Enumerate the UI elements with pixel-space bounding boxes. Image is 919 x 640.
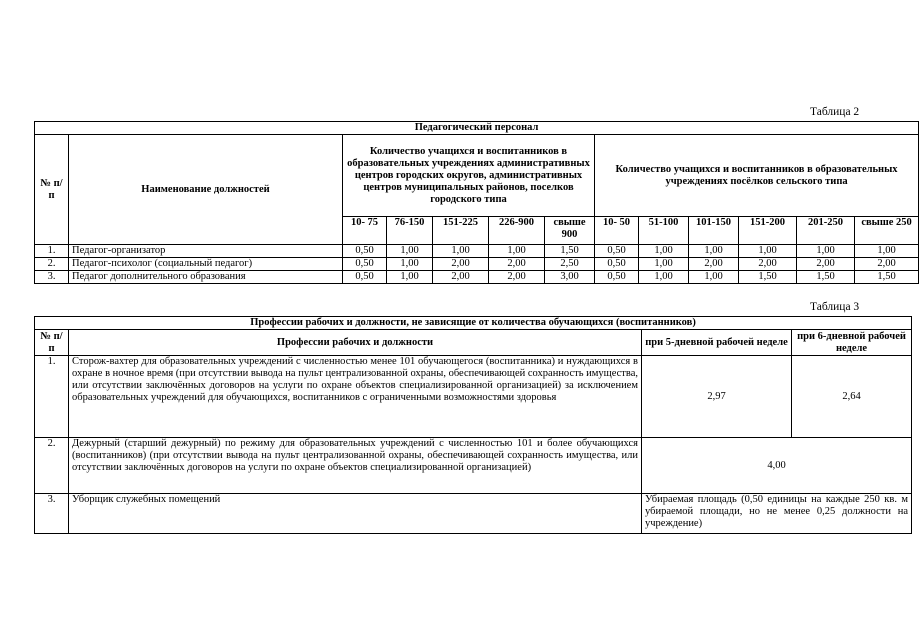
table-row — [35, 258, 919, 271]
row-value: 1,00 — [797, 245, 855, 258]
table2-caption: Таблица 2 — [810, 106, 860, 118]
row-value: 1,00 — [387, 271, 433, 284]
table-pedagogical-staff — [34, 121, 919, 284]
row-name: Педагог дополнительного образования — [69, 271, 343, 284]
table2-range-rural: свыше 250 — [855, 217, 919, 245]
table-worker-professions — [34, 316, 912, 534]
row-value: 2,50 — [545, 258, 595, 271]
row-value: 3,00 — [545, 271, 595, 284]
row-value: 0,50 — [595, 271, 639, 284]
row-value: 2,00 — [433, 271, 489, 284]
row-value: 2,00 — [489, 271, 545, 284]
table3-title: Профессии рабочих и должности, не зависящие от количества обучающихся (воспитанников) — [35, 317, 912, 330]
table-row — [35, 494, 912, 534]
table2-range-rural: 151-200 — [739, 217, 797, 245]
row-value: 1,00 — [639, 245, 689, 258]
row-value: 2,00 — [739, 258, 797, 271]
row-name: Сторож-вахтер для образовательных учреждений с численностью менее 101 обучающегося (воспитанника) и нуждающихся в охране в ночное время (при отсутствии вывода на пульт централизованной охраны, обеспечивающей сохранность имущества, или отсутствии заключённых договоров на услуги по охране объектов специализированной организацией) за исключением образовательных учреждений для обучающихся, воспитанников с ограниченными возможностями здоровья — [69, 356, 642, 438]
row-value: 0,50 — [343, 245, 387, 258]
row-value: 2,00 — [855, 258, 919, 271]
table2-range-rural: 51-100 — [639, 217, 689, 245]
table-row — [35, 271, 919, 284]
row-value-6day: 2,64 — [792, 356, 912, 438]
row-value: 1,50 — [545, 245, 595, 258]
table2-range-city: 10- 75 — [343, 217, 387, 245]
table2-group-rural: Количество учащихся и воспитанников в образовательных учреждениях посёлков сельского типа — [595, 135, 919, 217]
table2-group-city: Количество учащихся и воспитанников в образовательных учреждениях административных центров городских округов, административных центров муниципальных районов, поселков городского типа — [343, 135, 595, 217]
table-row — [35, 356, 912, 438]
table2-range-rural: 101-150 — [689, 217, 739, 245]
row-value: Убираемая площадь (0,50 единицы на каждые 250 кв. м убираемой площади, но не менее 0,25 должности на учреждение) — [642, 494, 912, 534]
row-num: 2. — [35, 438, 69, 494]
row-value: 1,00 — [387, 245, 433, 258]
row-value: 0,50 — [595, 245, 639, 258]
row-value: 2,00 — [689, 258, 739, 271]
table2-range-city: 226-900 — [489, 217, 545, 245]
row-value: 1,00 — [739, 245, 797, 258]
row-name: Уборщик служебных помещений — [69, 494, 642, 534]
table-row — [35, 438, 912, 494]
row-value: 1,00 — [855, 245, 919, 258]
table3-col-5day: при 5-дневной рабочей неделе — [642, 330, 792, 356]
table3-col-name: Профессии рабочих и должности — [69, 330, 642, 356]
row-value: 1,00 — [639, 258, 689, 271]
table2-range-city: 151-225 — [433, 217, 489, 245]
row-name: Дежурный (старший дежурный) по режиму для образовательных учреждений с численностью 101 и более обучающихся (воспитанников) (при отсутствии вывода на пульт централизованной охраны, обеспечивающей сохранность имущества, или отсутствии заключённых договоров на услуги по охране объектов специализированной организацией) — [69, 438, 642, 494]
table2-range-city: 76-150 — [387, 217, 433, 245]
table2-range-rural: 10- 50 — [595, 217, 639, 245]
row-value: 1,50 — [739, 271, 797, 284]
row-value: 0,50 — [343, 271, 387, 284]
table3-caption: Таблица 3 — [810, 301, 860, 313]
row-value: 4,00 — [642, 438, 912, 494]
row-value: 1,00 — [433, 245, 489, 258]
table2-title: Педагогический персонал — [35, 122, 919, 135]
table3-col-6day: при 6-дневной рабочей неделе — [792, 330, 912, 356]
table2-col-name: Наименование должностей — [69, 135, 343, 245]
row-value: 1,00 — [639, 271, 689, 284]
row-value: 1,00 — [387, 258, 433, 271]
table2-range-rural: 201-250 — [797, 217, 855, 245]
row-value: 1,00 — [689, 245, 739, 258]
row-value: 1,00 — [689, 271, 739, 284]
row-value: 2,00 — [433, 258, 489, 271]
row-value: 0,50 — [595, 258, 639, 271]
row-num: 1. — [35, 356, 69, 438]
row-value: 1,50 — [855, 271, 919, 284]
row-value: 2,00 — [797, 258, 855, 271]
row-num: 3. — [35, 271, 69, 284]
row-name: Педагог-психолог (социальный педагог) — [69, 258, 343, 271]
row-value: 1,00 — [489, 245, 545, 258]
row-num: 2. — [35, 258, 69, 271]
table3-col-num: № п/п — [35, 330, 69, 356]
table2-col-num: № п/п — [35, 135, 69, 245]
row-value: 1,50 — [797, 271, 855, 284]
row-num: 1. — [35, 245, 69, 258]
row-value: 2,00 — [489, 258, 545, 271]
row-value: 0,50 — [343, 258, 387, 271]
table-row — [35, 245, 919, 258]
row-value-5day: 2,97 — [642, 356, 792, 438]
row-num: 3. — [35, 494, 69, 534]
row-name: Педагог-организатор — [69, 245, 343, 258]
table2-range-city: свыше 900 — [545, 217, 595, 245]
